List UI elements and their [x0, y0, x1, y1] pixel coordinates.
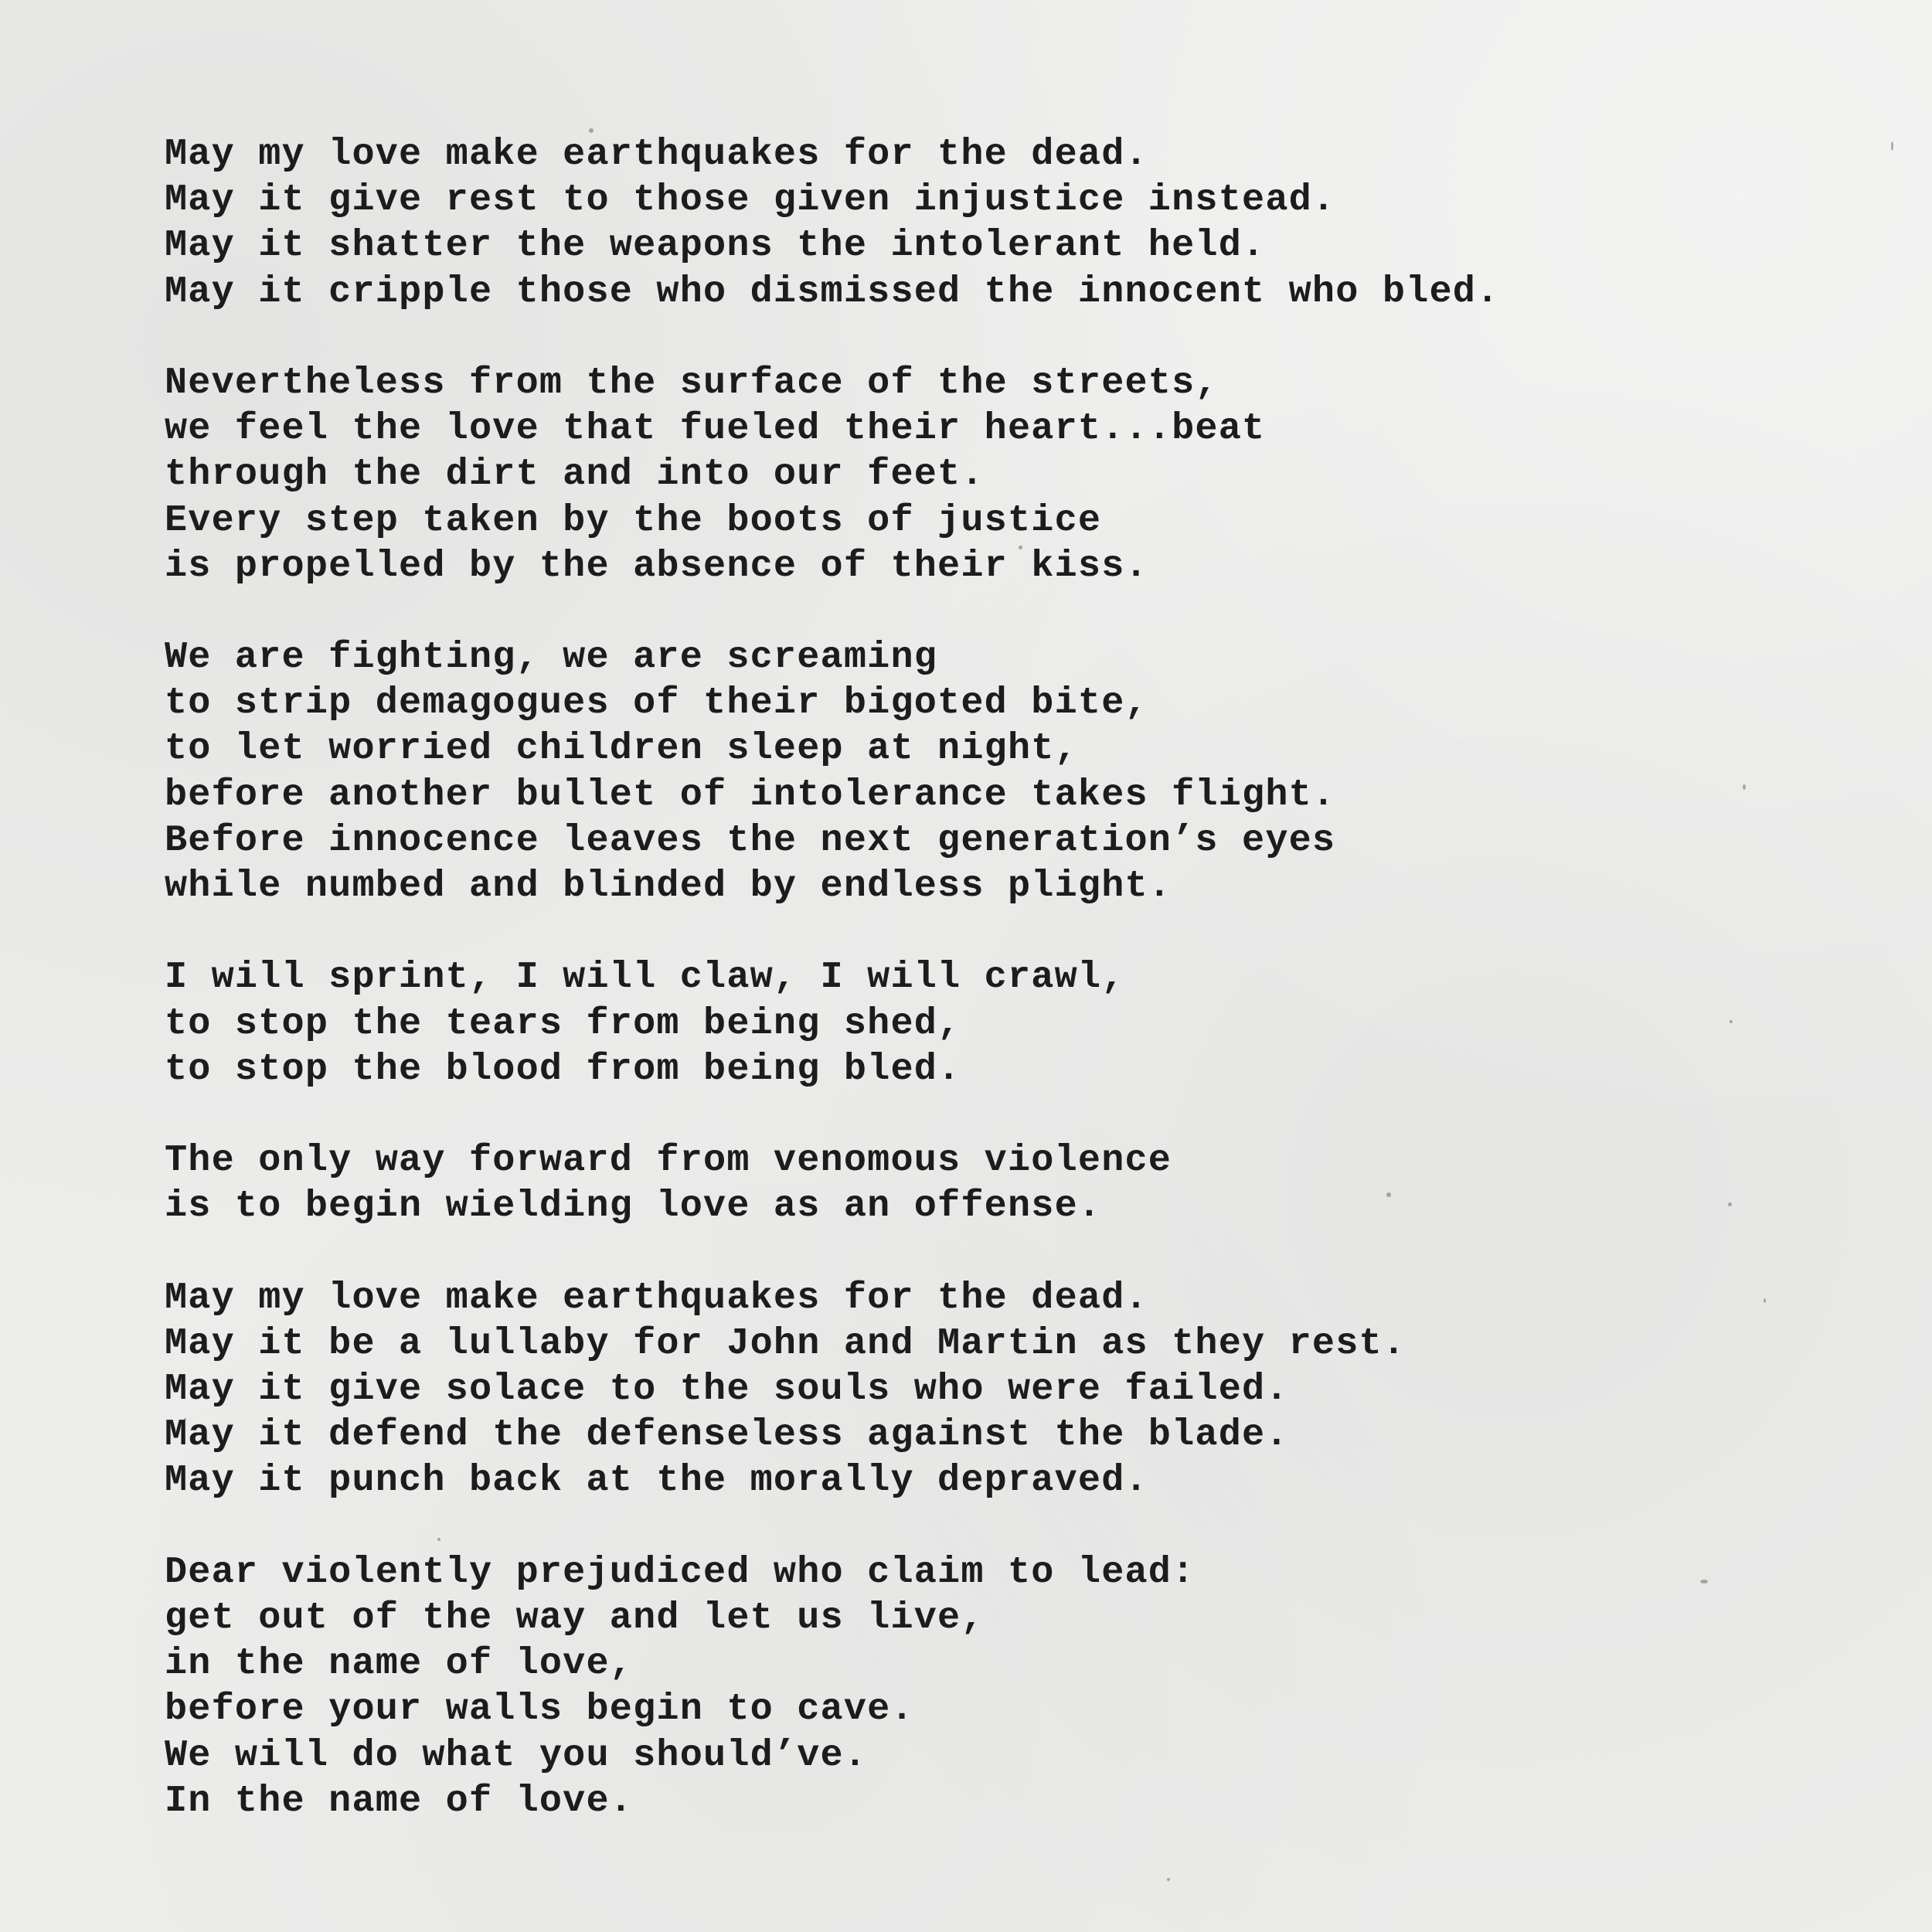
- poem-line: before your walls begin to cave.: [165, 1688, 914, 1731]
- poem-line: to let worried children sleep at night,: [165, 727, 1078, 770]
- poem-line: Every step taken by the boots of justice: [165, 498, 1102, 542]
- poem-line: to stop the blood from being bled.: [165, 1047, 961, 1090]
- poem-line: is propelled by the absence of their kiss.: [165, 544, 1148, 587]
- poem-line: May it defend the defenseless against the blade.: [165, 1413, 1289, 1457]
- stanza-6: [165, 1275, 1865, 1504]
- poem-line: May my love make earthquakes for the dead.: [165, 133, 1148, 175]
- poem-line: in the name of love,: [165, 1642, 634, 1685]
- stanza-7: [165, 1549, 1865, 1824]
- poem: [165, 131, 1865, 1824]
- poem-line: May it shatter the weapons the intolerant held.: [165, 224, 1266, 267]
- poem-line: get out of the way and let us live,: [165, 1597, 985, 1639]
- poem-line: May it give rest to those given injustice instead.: [165, 179, 1336, 222]
- poem-line: Dear violently prejudiced who claim to lead:: [165, 1550, 1196, 1594]
- poem-line: to strip demagogues of their bigoted bite,: [165, 682, 1148, 725]
- poem-line: before another bullet of intolerance takes flight.: [165, 773, 1336, 816]
- stanza-3: [165, 634, 1865, 909]
- stanza-5: [165, 1138, 1865, 1229]
- poem-line: we feel the love that fueled their heart...beat: [165, 407, 1266, 451]
- poem-line: In the name of love.: [165, 1779, 634, 1822]
- stanza-1: [165, 131, 1865, 315]
- poem-line: We are fighting, we are screaming: [165, 636, 938, 679]
- poem-line: I will sprint, I will claw, I will crawl,: [165, 956, 1125, 999]
- poem-line: through the dirt and into our feet.: [165, 453, 985, 496]
- poem-line: while numbed and blinded by endless plight.: [165, 865, 1172, 907]
- poem-line: The only way forward from venomous violence: [165, 1139, 1172, 1182]
- poem-line: Before innocence leaves the next generation’s eyes: [165, 818, 1336, 862]
- poem-line: May it cripple those who dismissed the innocent who bled.: [165, 270, 1500, 313]
- poem-line: Nevertheless from the surface of the streets,: [165, 361, 1219, 404]
- poem-line: May my love make earthquakes for the dead.: [165, 1276, 1148, 1319]
- stanza-4: [165, 954, 1865, 1092]
- poem-line: May it punch back at the morally depraved.: [165, 1459, 1148, 1502]
- poem-line: May it be a lullaby for John and Martin as they rest.: [165, 1321, 1406, 1365]
- poem-line: to stop the tears from being shed,: [165, 1002, 961, 1045]
- poem-line: May it give solace to the souls who were failed.: [165, 1368, 1289, 1411]
- stanza-2: [165, 360, 1865, 589]
- poem-line: We will do what you should’ve.: [165, 1733, 868, 1777]
- poem-line: is to begin wielding love as an offense.: [165, 1185, 1102, 1228]
